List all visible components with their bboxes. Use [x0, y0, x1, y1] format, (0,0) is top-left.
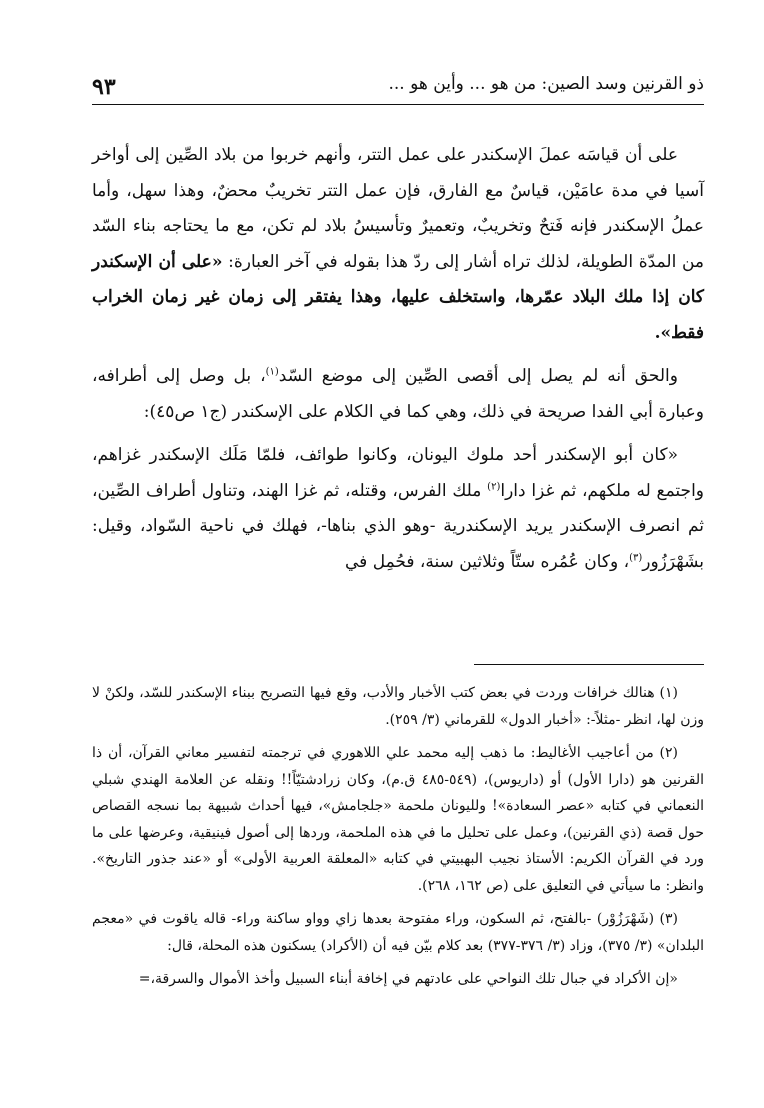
- paragraph-1-text: على أن قياسَه عملَ الإسكندر على عمل التتر، وأنهم خربوا من بلاد الصِّين إلى أواخر آسيا في مدة عامَيْن، قياسٌ مع الفارق، فإن عمل التتر تخريبٌ محضٌ، وهذا سهل، وأما عملُ الإسكندر فإنه فَتحٌ وتخريبٌ، وتعميرٌ وتأسيسُ بلاد لم تكن، مع ما يحتاجه بناء السّد من المدّة الطويلة، لذلك تراه أشار إلى ردّ هذا بقوله في آخر العبارة:: [92, 145, 704, 272]
- paragraph-2: [92, 359, 704, 430]
- main-text: [92, 138, 704, 588]
- footnote-3-quote: «إن الأكراد في جبال تلك النواحي على عادتهم في إخافة أبناء السبيل وأخذ الأموال والسرقة،=: [138, 971, 678, 987]
- page-number: ٩٣: [92, 74, 116, 100]
- paragraph-3-text-b: ملك الفرس، وقتله، ثم غزا الهند، وتناول أطراف الصِّين، ثم انصرف الإسكندر يريد الإسكندرية -وهو الذي بناها-، فهلك في ناحية السّواد، وقيل: بشَهْرَزُور: [92, 480, 704, 572]
- header-rule: [92, 104, 704, 105]
- paragraph-1-quote: «على أن الإسكندر كان إذا ملك البلاد عمّرها، واستخلف عليها، وهذا يفتقر إلى زمان غير زمان الخراب فقط».: [92, 251, 704, 343]
- paragraph-2-text-a: والحق أنه لم يصل إلى أقصى الصِّين إلى موضع السّد: [278, 366, 678, 386]
- footnotes: [92, 680, 704, 1000]
- paragraph-3-text-c: ، وكان عُمُره ستّاً وثلاثين سنة، فحُمِل في: [345, 551, 630, 572]
- footnote-1: (١) هنالك خرافات وردت في بعض كتب الأخبار والأدب، وقع فيها التصريح ببناء الإسكندر للسّد، ولكنْ لا وزن لها، انظر -مثلاً-: «أخبار الدول» للقرماني (٣/ ٢٥٩).: [92, 685, 704, 728]
- footnote-3: (٣) (شَهْرَزُوْر) -بالفتح، ثم السكون، وراء مفتوحة بعدها زاي وواو ساكنة وراء- قاله ياقوت في «معجم البلدان» (٣/ ٣٧٥)، وزاد (٣/ ٣٧٦-٣٧٧) بعد كلام بيّن فيه أن (الأكراد) يسكنون هذه المحلة، قال:: [92, 911, 704, 954]
- paragraph-2-text-b: ، بل وصل إلى أطرافه، وعبارة أبي الفدا صريحة في ذلك، وهي كما في الكلام على الإسكندر (ج١ ص٤٥):: [92, 366, 704, 422]
- footnote-ref-3[interactable]: (٣): [629, 551, 643, 563]
- footnote-ref-2[interactable]: (٢): [487, 480, 501, 492]
- paragraph-3-text-a: «كان أبو الإسكندر أحد ملوك اليونان، وكانوا طوائف، فلمّا مَلَك الإسكندر غزاهم، واجتمع له ملكهم، ثم غزا دارا: [92, 445, 704, 501]
- footnote-2: (٢) من أعاجيب الأغاليط: ما ذهب إليه محمد علي اللاهوري في ترجمته لتفسير معاني القرآن، أن ذا القرنين هو (دارا الأول) أو (داريوس)، (٥٤٩-٤٨٥ ق.م)، وكان زرادشتيّاً!! ونقله عن العلامة الهندي شبلي النعماني في كتابه «عصر السعادة»! ولليونان ملحمة «جلجامش»، فيها أحداث شبيهة بما نسجه القصاص حول قصة (ذي القرنين)، وعمل على تحليل ما في هذه الملحمة، وردها إلى أصول فينيقية، وعرضها على ما ورد في القرآن الكريم: الأستاذ نجيب البهبيتي في كتابه «المعلقة العربية الأولى» أو «عند جذور التاريخ». وانظر: ما سيأتي في التعليق على (ص ١٦٢، ٢٦٨).: [92, 745, 704, 894]
- running-header: [92, 74, 704, 106]
- paragraph-1: [92, 138, 704, 351]
- paragraph-3: [92, 438, 704, 580]
- footnote-ref-1[interactable]: (١): [265, 366, 279, 378]
- running-title: ذو القرنين وسد الصين: من هو ... وأين هو ...: [388, 74, 704, 94]
- footnote-separator: [474, 664, 704, 665]
